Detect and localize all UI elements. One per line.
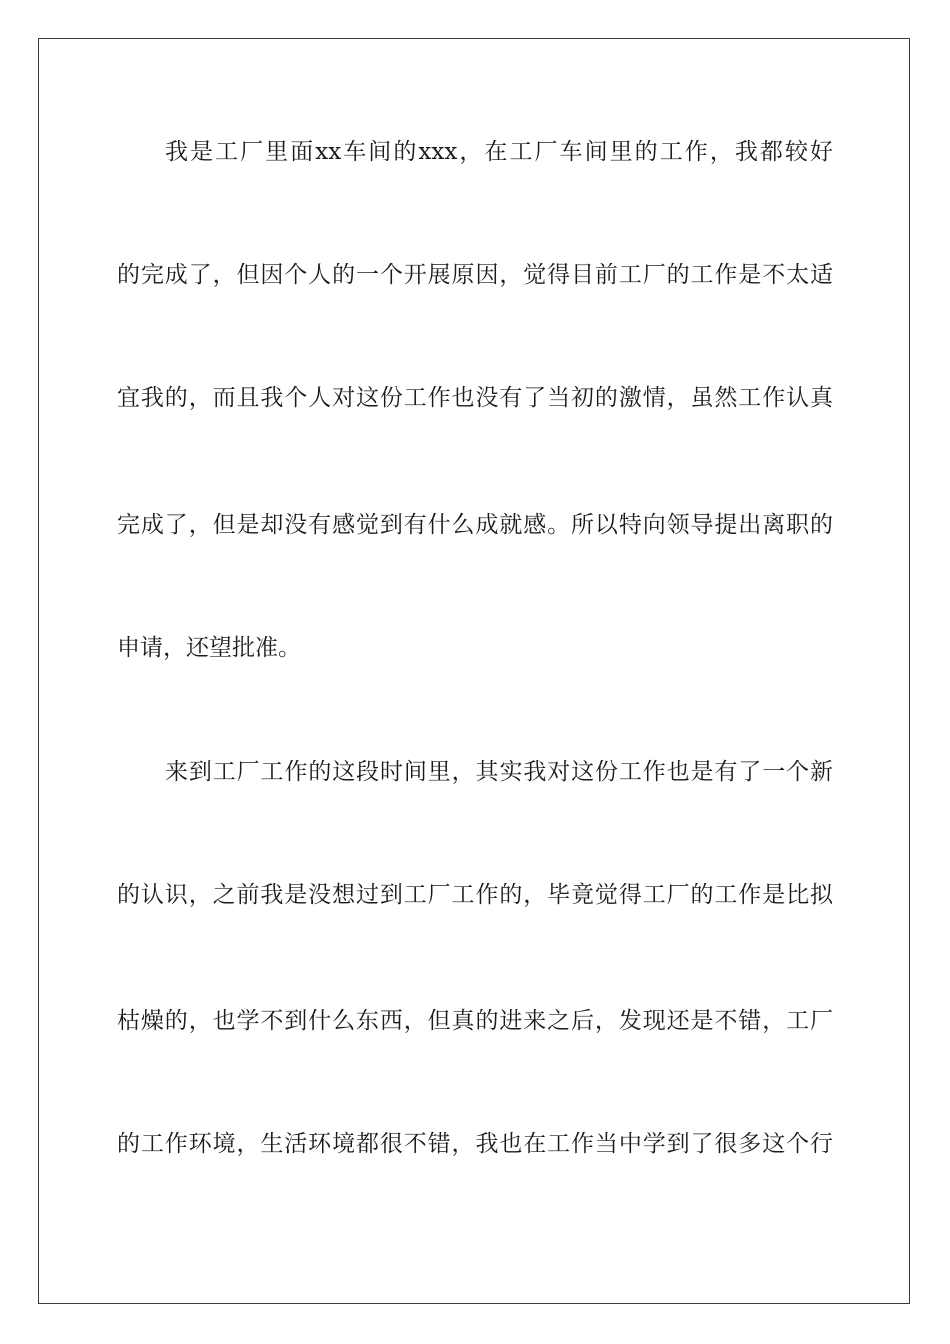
text-line: 宜我的，而且我个人对这份工作也没有了当初的激情，虽然工作认真 <box>117 385 833 411</box>
text-line: 来到工厂工作的这段时间里，其实我对这份工作也是有了一个新 <box>165 759 833 785</box>
text-line: 完成了，但是却没有感觉到有什么成就感。所以特向领导提出离职的 <box>117 512 833 538</box>
page-border <box>38 38 910 1304</box>
text-line: 我是工厂里面xx车间的xxx，在工厂车间里的工作，我都较好 <box>165 139 833 165</box>
text-line: 的工作环境，生活环境都很不错，我也在工作当中学到了很多这个行 <box>117 1131 833 1157</box>
text-line: 申请，还望批准。 <box>117 635 301 661</box>
text-line: 枯燥的，也学不到什么东西，但真的进来之后，发现还是不错，工厂 <box>117 1008 833 1034</box>
text-line: 的完成了，但因个人的一个开展原因，觉得目前工厂的工作是不太适 <box>117 262 833 288</box>
text-line: 的认识，之前我是没想过到工厂工作的，毕竟觉得工厂的工作是比拟 <box>117 882 833 908</box>
